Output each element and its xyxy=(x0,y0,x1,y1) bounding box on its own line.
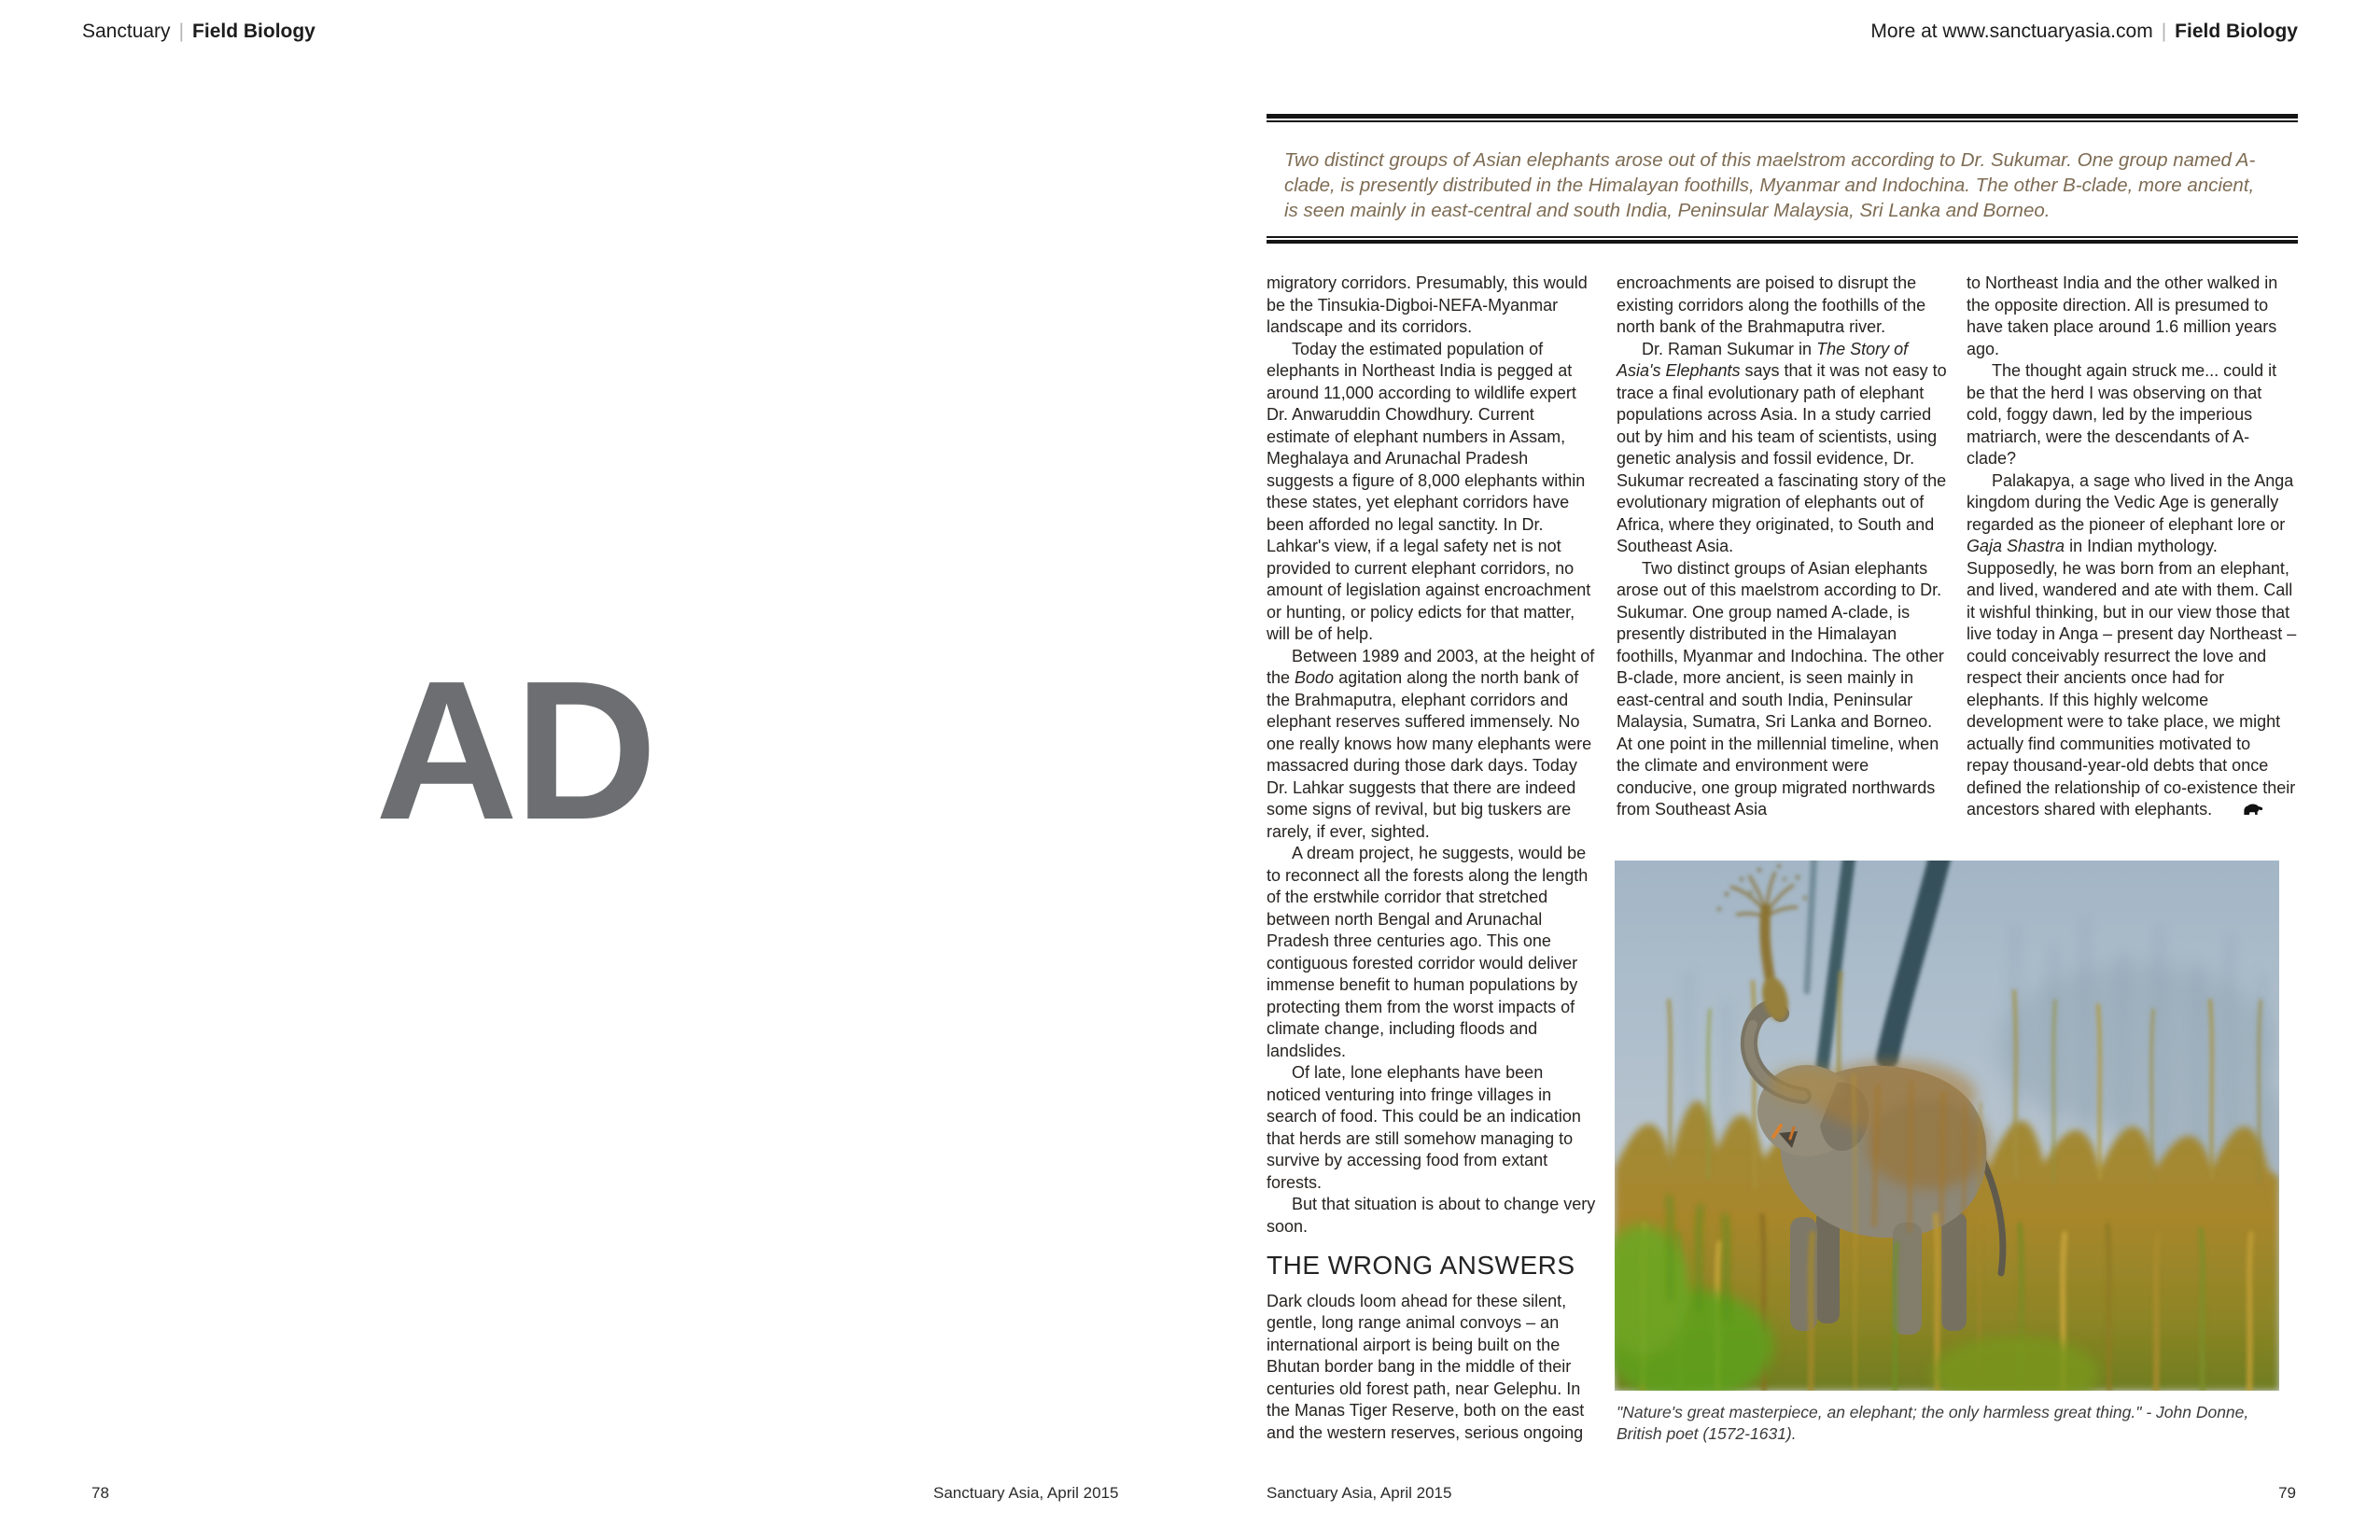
article-paragraph: But that situation is about to change very soon. xyxy=(1267,1195,1596,1236)
header-divider: | xyxy=(2161,21,2167,42)
article-paragraph: Palakapya, a sage who lived in the Anga kingdom during the Vedic Age is generally regarded as the pioneer of elephant lore or Gaja Shastra in Indian mythology. Supposedly, he was born from an elephant, and lived, wandered and ate with them. Call it wishful thinking, but in our view those that live today in Anga – present day Northeast – could conceivably resurrect the love and respect their ancients once had for elephants. If this highly welcome development were to take place, we might actually find communities motivated to repay thousand-year-old debts that once defined the relationship of co-existence their ancestors shared with elephants. xyxy=(1967,470,2297,819)
article-paragraph: migratory corridors. Presumably, this would be the Tinsukia-Digboi-NEFA-Myanmar landscape and its corridors. xyxy=(1267,273,1588,336)
article-column-3 xyxy=(1967,273,2297,822)
left-running-head xyxy=(82,21,315,43)
article-paragraph: The thought again struck me... could it be that the herd I was observing on that cold, foggy dawn, led by the imperious matriarch, were the descendants of A-clade? xyxy=(1967,361,2277,468)
journal-footer-right: Sanctuary Asia, April 2015 xyxy=(1267,1484,1452,1502)
page-number-right: 79 xyxy=(2278,1484,2296,1502)
header-divider: | xyxy=(178,21,185,42)
page-number-left: 78 xyxy=(91,1484,109,1502)
brand-name: Sanctuary xyxy=(82,21,171,42)
right-running-head xyxy=(1267,21,2298,43)
elephant-end-marker-icon xyxy=(2243,804,2263,816)
article-paragraph: Of late, lone elephants have been noticed venturing into fringe villages in search of food. This could be an indication that herds are still somehow managing to survive by accessing food from extant forests. xyxy=(1267,1063,1581,1192)
section-title: Field Biology xyxy=(192,21,315,42)
section-title: Field Biology xyxy=(2175,21,2298,42)
article-heading: THE WRONG ANSWERS xyxy=(1267,1251,1575,1280)
photo-caption: "Nature's great masterpiece, an elephant; the only harmless great thing." - John Donne, British poet (1572-1631). xyxy=(1617,1403,2249,1443)
elephant-photo-illustration xyxy=(1615,861,2279,1391)
article-paragraph: Dr. Raman Sukumar in The Story of Asia's Elephants says that it was not easy to trace a final evolutionary path of elephant populations across Asia. In a study carried out by him and his team of scientists, using genetic analysis and fossil evidence, Dr. Sukumar recreated a fascinating story of the evolutionary migration of elephants out of Africa, where they originated, to South and Southeast Asia. xyxy=(1617,339,1947,555)
article-column-1 xyxy=(1267,273,1597,1444)
elephant-photo xyxy=(1615,861,2279,1391)
article-paragraph: encroachments are poised to disrupt the existing corridors along the foothills of the north bank of the Brahmaputra river. xyxy=(1617,273,1926,336)
ad-placeholder: AD xyxy=(375,639,654,861)
article-paragraph: to Northeast India and the other walked in the opposite direction. All is presumed to have taken place around 1.6 million years ago. xyxy=(1967,273,2278,358)
article-paragraph: A dream project, he suggests, would be to reconnect all the forests along the length of the erstwhile corridor that stretched between north Bengal and Arunachal Pradesh three centuries ago. This one contiguous forested corridor would deliver immense benefit to human populations by protecting them from the worst impacts of climate change, including floods and landslides. xyxy=(1267,844,1589,1060)
article-paragraph: Today the estimated population of elephants in Northeast India is pegged at around 11,000 according to wildlife expert Dr. Anwaruddin Chowdhury. Current estimate of elephant numbers in Assam, Meghalaya and Arunachal Pradesh suggests a figure of 8,000 elephants within these states, yet elephant corridors have been afforded no legal sanctity. In Dr. Lahkar's view, if a legal safety net is not provided to current elephant corridors, no amount of legislation against encroachment or hunting, or policy edicts for that matter, will be of help. xyxy=(1267,339,1591,643)
bottom-double-rule xyxy=(1267,236,2298,244)
article-paragraph: Between 1989 and 2003, at the height of the Bodo agitation along the north bank of the Brahmaputra, elephant corridors and elephant reserves suffered immensely. No one really knows how many elephants were massacred during those dark days. Today Dr. Lahkar suggests that there are indeed some signs of revival, but big tuskers are rarely, if ever, sighted. xyxy=(1267,646,1595,841)
more-at-link: More at www.sanctuaryasia.com xyxy=(1870,21,2153,42)
article-paragraph: Two distinct groups of Asian elephants arose out of this maelstrom according to Dr. Sukumar. One group named A-clade, is presently distributed in the Himalayan foothills, Myanmar and Indochina. The other B-clade, more ancient, is seen mainly in east-central and south India, Peninsular Malaysia, Sumatra, Sri Lanka and Borneo. At one point in the millennial timeline, when the climate and environment were conducive, one group migrated northwards from Southeast Asia xyxy=(1617,558,1944,819)
top-double-rule xyxy=(1267,114,2298,122)
journal-footer-left: Sanctuary Asia, April 2015 xyxy=(933,1484,1119,1502)
article-paragraph: Dark clouds loom ahead for these silent, gentle, long range animal convoys – an international airport is being built on the Bhutan border bang in the middle of their centuries old forest path, near Gelephu. In the Manas Tiger Reserve, both on the east and the western reserves, serious ongoing xyxy=(1267,1291,1585,1442)
article-column-2 xyxy=(1617,273,1947,821)
pull-quote: Two distinct groups of Asian elephants arose out of this maelstrom according to Dr. Sukumar. One group named A-clade, is presently distributed in the Himalayan foothills, Myanmar and Indochina. The other B-clade, more ancient, is seen mainly in east-central and south India, Peninsular Malaysia, Sri Lanka and Borneo. xyxy=(1284,149,2256,221)
